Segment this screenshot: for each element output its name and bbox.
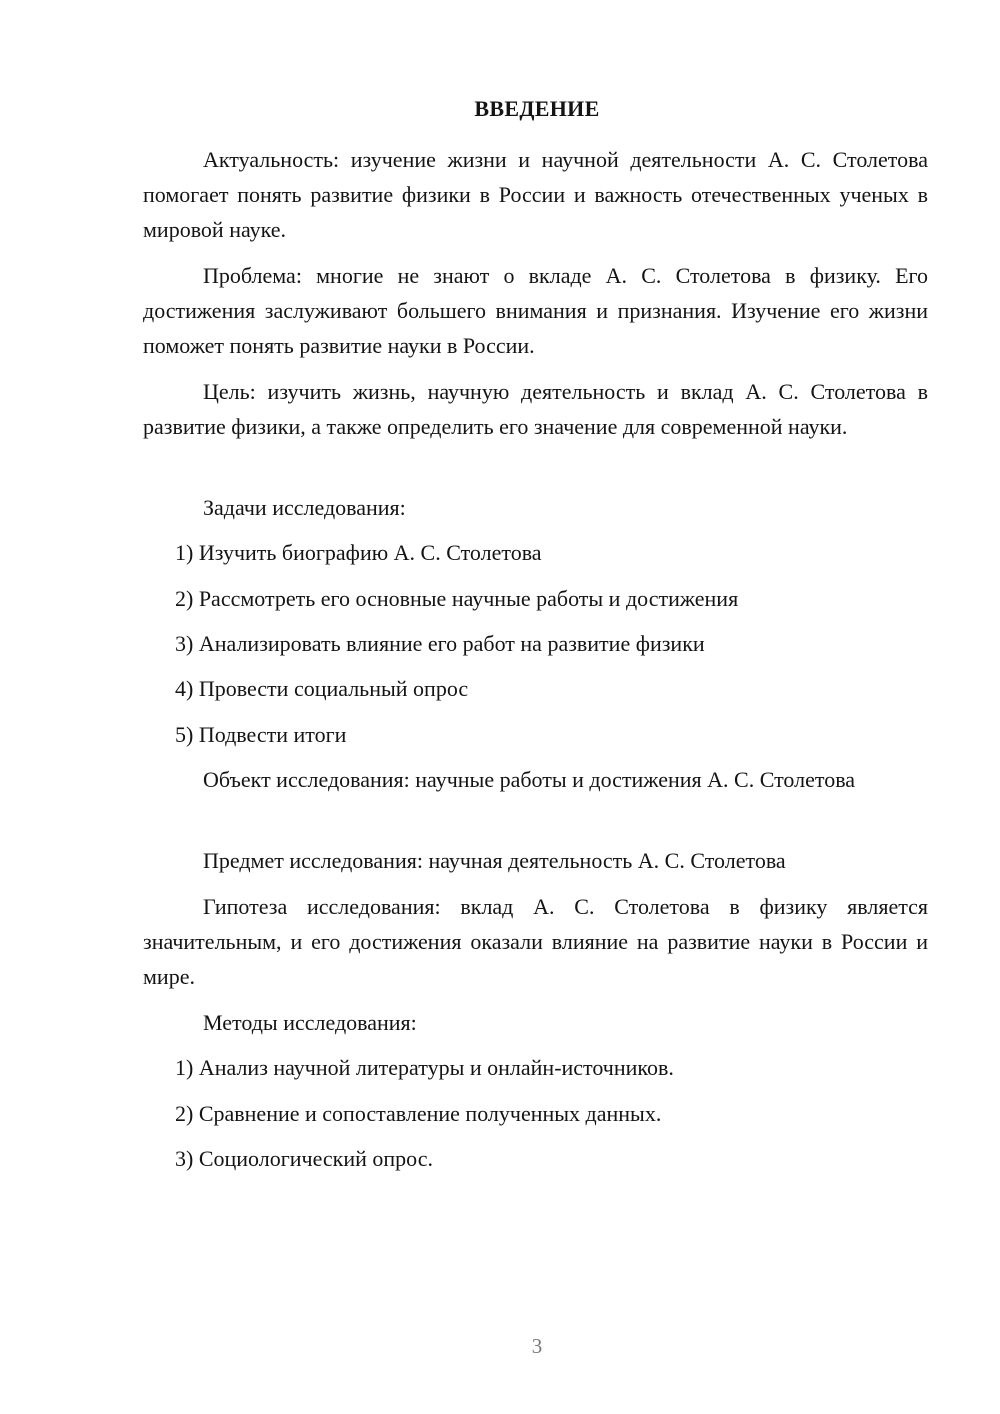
section-title: ВВЕДЕНИЕ [474, 96, 600, 121]
method-item: 1) Анализ научной литературы и онлайн-источников. [175, 1055, 674, 1080]
problem-paragraph: Проблема: многие не знают о вкладе А. С. Столетова в физику. Его достижения заслуживают большего внимания и признания. Изучение его жизни поможет понять развитие науки в России. [143, 263, 928, 358]
task-item: 5) Подвести итоги [175, 722, 347, 747]
task-item: 2) Рассмотреть его основные научные работы и достижения [175, 586, 739, 611]
subject-paragraph: Предмет исследования: научная деятельность А. С. Столетова [203, 848, 786, 873]
object-paragraph: Объект исследования: научные работы и достижения А. С. Столетова [203, 767, 856, 792]
relevance-paragraph: Актуальность: изучение жизни и научной деятельности А. С. Столетова помогает понять развитие физики в России и важность отечественных ученых в мировой науке. [143, 147, 928, 242]
task-item: 3) Анализировать влияние его работ на развитие физики [175, 631, 705, 656]
method-item: 3) Социологический опрос. [175, 1146, 433, 1171]
method-item: 2) Сравнение и сопоставление полученных данных. [175, 1101, 662, 1126]
goal-paragraph: Цель: изучить жизнь, научную деятельность и вклад А. С. Столетова в развитие физики, а также определить его значение для современной науки. [143, 379, 928, 439]
task-item: 4) Провести социальный опрос [175, 676, 469, 701]
task-item: 1) Изучить биографию А. С. Столетова [175, 540, 542, 565]
methods-heading: Методы исследования: [203, 1010, 417, 1035]
hypothesis-paragraph: Гипотеза исследования: вклад А. С. Столетова в физику является значительным, и его достижения оказали влияние на развитие науки в России и мире. [143, 894, 928, 989]
page-number: 3 [531, 1334, 543, 1358]
tasks-heading: Задачи исследования: [203, 495, 406, 520]
